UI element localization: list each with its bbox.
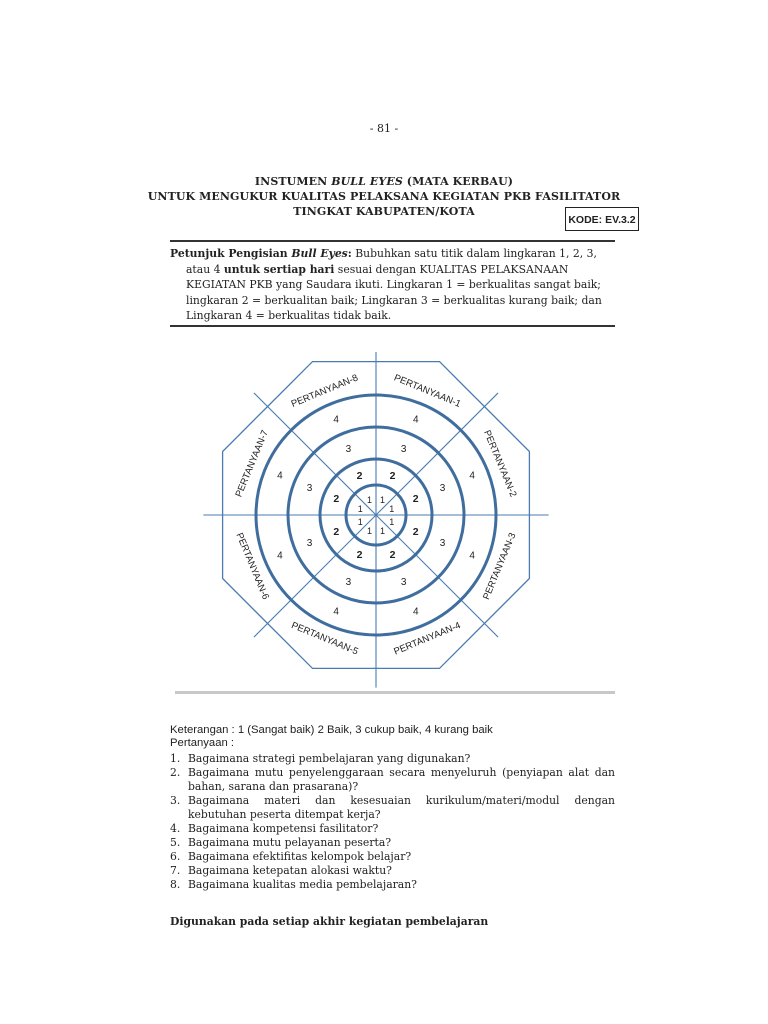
document-title-line-3: TINGKAT KABUPATEN/KOTA <box>293 205 475 218</box>
question-number: 1. <box>170 752 181 765</box>
ring-number-label: 1 <box>366 494 373 505</box>
footer-note: Digunakan pada setiap akhir kegiatan pembelajaran <box>170 915 489 928</box>
legend <box>170 724 493 750</box>
ring-number-label: 3 <box>306 538 313 550</box>
ring-number-label: 1 <box>379 526 386 537</box>
ring-number-label: 2 <box>412 526 419 538</box>
ring-number-label: 4 <box>469 470 475 482</box>
question-text: Bagaimana materi dan kesesuaian kurikulum/materi/modul dengan kebutuhan peserta ditempat kerja? <box>188 794 615 821</box>
ring-number-label: 3 <box>439 538 446 550</box>
instructions-line-1: Petunjuk Pengisian Bull Eyes: Bubuhkan satu titik dalam lingkaran 1, 2, 3, <box>170 247 597 260</box>
question-text: Bagaimana efektifitas kelompok belajar? <box>188 850 412 863</box>
questions-heading: Pertanyaan : <box>170 737 235 749</box>
question-number: 3. <box>170 794 181 807</box>
question-number: 4. <box>170 822 181 835</box>
sector-label: PERTANYAAN-3 <box>481 531 519 602</box>
question-number: 2. <box>170 766 181 779</box>
ring-number-label: 3 <box>306 482 313 494</box>
bulls-eye-diagram[interactable] <box>200 352 560 692</box>
question-number: 5. <box>170 836 181 849</box>
question-text: Bagaimana mutu penyelenggaraan secara menyeluruh (penyiapan alat dan bahan, sarana dan prasarana)? <box>188 766 615 793</box>
ring-number-label: 4 <box>277 550 283 562</box>
question-text: Bagaimana mutu pelayanan peserta? <box>188 836 392 849</box>
ring-number-label: 2 <box>356 549 363 562</box>
document-title-line-1 <box>0 175 768 188</box>
ring-number-label: 4 <box>469 550 475 562</box>
question-item <box>170 878 615 892</box>
question-number: 6. <box>170 850 181 863</box>
ring-number-label: 3 <box>439 482 446 494</box>
ring-number-label: 1 <box>357 517 363 527</box>
ring-number-label: 4 <box>413 414 419 426</box>
ring-number-label: 4 <box>277 470 283 482</box>
question-text: Bagaimana kualitas media pembelajaran? <box>188 878 417 891</box>
title-part-a: INSTUMEN <box>254 175 332 188</box>
ring-number-label: 1 <box>379 494 386 505</box>
question-item <box>170 752 615 766</box>
sector-label: PERTANYAAN-2 <box>481 428 519 499</box>
sector-label: PERTANYAAN-6 <box>233 531 271 602</box>
ring-number-label: 2 <box>389 469 396 482</box>
sector-label: PERTANYAAN-5 <box>289 620 360 658</box>
code-box: KODE: EV.3.2 <box>565 207 639 231</box>
ring-number-label: 1 <box>357 504 363 514</box>
ring-number-label: 3 <box>345 577 352 588</box>
question-item <box>170 766 615 794</box>
ring-number-label: 1 <box>366 526 373 537</box>
ring-number-label: 2 <box>333 493 340 505</box>
title-part-b: (MATA KERBAU) <box>402 175 514 188</box>
question-item <box>170 836 615 850</box>
ring-number-label: 1 <box>389 517 395 527</box>
page-number: - 81 - <box>369 122 399 135</box>
instructions-line-3: KEGIATAN PKB yang Saudara ikuti. Lingkaran 1 = berkualitas sangat baik; <box>186 278 601 291</box>
instructions-label: Petunjuk Pengisian Bull Eyes: <box>170 247 352 260</box>
sector-label: PERTANYAAN-1 <box>392 372 463 410</box>
ring-number-label: 3 <box>400 577 407 588</box>
instructions-line-5: Lingkaran 4 = berkualitas tidak baik. <box>186 309 392 322</box>
ring-number-label: 2 <box>412 493 419 505</box>
instructions-line-2: atau 4 untuk sertiap hari sesuai dengan KUALITAS PELAKSANAAN <box>186 262 569 276</box>
ring-number-label: 2 <box>333 526 340 538</box>
question-text: Bagaimana strategi pembelajaran yang digunakan? <box>188 752 471 765</box>
ring-number-label: 4 <box>413 606 419 618</box>
question-text: Bagaimana ketepatan alokasi waktu? <box>188 864 392 877</box>
ring-number-label: 1 <box>389 504 395 514</box>
legend-line: Keterangan : 1 (Sangat baik) 2 Baik, 3 cukup baik, 4 kurang baik <box>170 724 493 736</box>
question-list <box>170 752 615 892</box>
ring-number-label: 4 <box>333 414 339 426</box>
ring-number-label: 3 <box>345 444 352 455</box>
question-item <box>170 822 615 836</box>
ring-number-label: 3 <box>400 444 407 455</box>
question-text: Bagaimana kompetensi fasilitator? <box>188 822 379 835</box>
question-item <box>170 864 615 878</box>
sector-label: PERTANYAAN-8 <box>289 372 360 410</box>
sector-label: PERTANYAAN-4 <box>392 620 463 658</box>
divider-gray <box>175 691 615 694</box>
divider-bottom <box>170 325 615 327</box>
instructions-line-4: lingkaran 2 = berkualitan baik; Lingkaran 3 = berkualitas kurang baik; dan <box>186 293 602 307</box>
question-number: 7. <box>170 864 181 877</box>
question-item <box>170 850 615 864</box>
ring-number-label: 2 <box>389 549 396 562</box>
ring-number-label: 2 <box>356 469 363 482</box>
ring-number-label: 4 <box>333 606 339 618</box>
divider-top <box>170 240 615 242</box>
question-item <box>170 794 615 822</box>
question-number: 8. <box>170 878 181 891</box>
document-title-line-2: UNTUK MENGUKUR KUALITAS PELAKSANA KEGIATAN PKB FASILITATOR <box>147 190 621 203</box>
title-emphasis: BULL EYES <box>331 175 403 188</box>
instructions <box>170 246 615 324</box>
sector-label: PERTANYAAN-7 <box>233 428 271 499</box>
